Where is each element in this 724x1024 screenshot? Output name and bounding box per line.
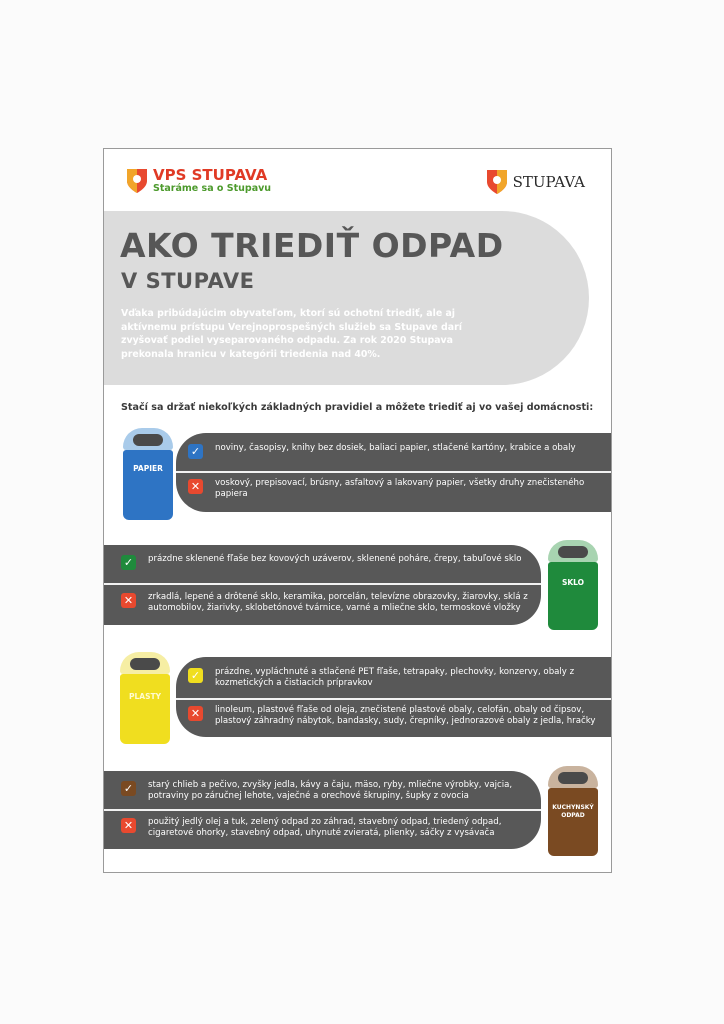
page-subtitle: V STUPAVE (121, 269, 255, 293)
kitchen-bin-label: KUCHYNSKÝ ODPAD (552, 804, 594, 819)
kitchen-yes-row (121, 780, 535, 802)
glass-bin-label: SKLO (561, 578, 585, 587)
plastic-no-text: linoleum, plastové fľaše od oleja, znečistené plastové obaly, celofán, obaly od čipsov, plastový záhradný nábytok, bandasky, sudy, črepníky, jednorazové obaly z jedla, hračky (215, 705, 596, 726)
divider (176, 471, 612, 473)
glass-no-text: zrkadlá, lepené a drôtené sklo, keramika, porcelán, televízne obrazovky, žiarovky, sklá z automobilov, žiarivky, sklobetónové tvárnice, varné a mliečne sklo, termoskové vložky (148, 592, 528, 613)
cross-icon: ✕ (188, 479, 203, 494)
paper-yes-text: noviny, časopisy, knihy bez dosiek, baliaci papier, stlačené kartóny, krabice a obaly (215, 443, 576, 453)
shield-icon (126, 168, 148, 194)
cross-icon: ✕ (188, 706, 203, 721)
divider (176, 698, 612, 700)
vps-logo (126, 167, 271, 194)
glass-yes-row (121, 554, 535, 570)
check-icon: ✓ (188, 444, 203, 459)
plastic-bin-label: PLASTY (128, 692, 162, 701)
coat-of-arms-icon (486, 169, 508, 195)
plastic-bin (120, 652, 170, 744)
divider (104, 583, 541, 585)
town-logo (486, 169, 585, 195)
glass-no-row (121, 592, 535, 614)
intro-text: Vďaka pribúdajúcim obyvateľom, ktorí sú ochotní triediť, ale aj aktívnemu prístupu Verejnoprospešných služieb sa Stupave darí zvyšovať podiel vyseparovaného odpadu. Za rok 2020 Stupava prekonala hranicu v kategórii triedenia nad 40%. (121, 308, 462, 360)
town-name: STUPAVA (512, 173, 585, 191)
paper-bin (123, 428, 173, 520)
kitchen-no-row (121, 817, 535, 839)
kitchen-bin (548, 766, 598, 856)
paper-no-row (188, 478, 598, 500)
plastic-no-row (188, 705, 598, 727)
check-icon: ✓ (188, 668, 203, 683)
vps-tagline: Staráme sa o Stupavu (153, 183, 272, 194)
check-icon: ✓ (121, 555, 136, 570)
plastic-yes-text: prázdne, vypláchnuté a stlačené PET fľaše, tetrapaky, plechovky, konzervy, obaly z kozmetických a čistiacich prípravkov (215, 667, 575, 688)
glass-yes-text: prázdne sklenené fľaše bez kovových uzáverov, sklenené poháre, črepy, tabuľové sklo (148, 554, 522, 564)
cross-icon: ✕ (121, 818, 136, 833)
page-title: AKO TRIEDIŤ ODPAD (120, 226, 504, 265)
plastic-yes-row (188, 667, 598, 689)
kitchen-no-text: použitý jedlý olej a tuk, zelený odpad zo záhrad, stavebný odpad, triedený odpad, cigaretové ohorky, stavebný odpad, uhynuté zvieratá, plienky, sáčky z vysávača (148, 817, 502, 838)
poster-sheet (103, 148, 612, 873)
kitchen-yes-text: starý chlieb a pečivo, zvyšky jedla, kávy a čaju, mäso, ryby, mliečne výrobky, vajcia, potraviny po záručnej lehote, vaječné a orechové škrupiny, šupky z ovocia (148, 780, 513, 801)
lead-text: Stačí sa držať niekoľkých základných pravidiel a môžete triediť aj vo vašej domácnosti: (121, 402, 594, 413)
divider (104, 809, 541, 811)
vps-name: VPS STUPAVA (153, 166, 268, 184)
paper-yes-row (188, 443, 598, 459)
paper-bin-label: PAPIER (133, 464, 163, 473)
check-icon: ✓ (121, 781, 136, 796)
paper-no-text: voskový, prepisovací, brúsny, asfaltový a lakovaný papier, všetky druhy znečisteného papiera (215, 478, 585, 499)
glass-bin (548, 540, 598, 630)
cross-icon: ✕ (121, 593, 136, 608)
